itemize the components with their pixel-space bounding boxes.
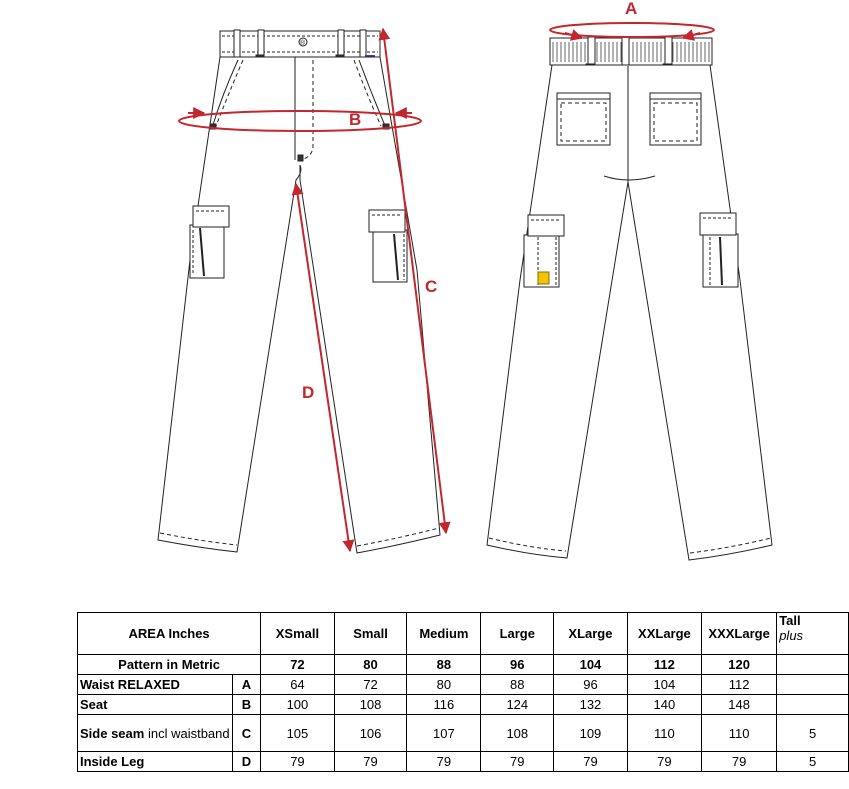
size-header: XLarge [554, 613, 628, 655]
measure-label-a: A [625, 0, 638, 18]
table-cell: 79 [554, 752, 628, 772]
back-left-patch-pocket [557, 93, 610, 145]
size-header: XSmall [261, 613, 335, 655]
metric-cell: 120 [702, 655, 777, 675]
metric-cell-empty [777, 655, 849, 675]
table-cell: 100 [261, 695, 335, 715]
size-chart-table [77, 612, 849, 772]
table-cell: 108 [481, 715, 554, 752]
table-cell: 105 [261, 715, 335, 752]
front-view [158, 30, 440, 553]
back-right-patch-pocket [650, 93, 701, 145]
back-elastic-waistband [550, 38, 712, 65]
table-cell: 110 [627, 715, 701, 752]
row-label: Inside Leg [78, 752, 233, 772]
tall-cell: 5 [777, 715, 849, 752]
table-cell: 148 [702, 695, 777, 715]
table-cell: 64 [261, 675, 335, 695]
metric-cell: 112 [627, 655, 701, 675]
row-label: Seat [78, 695, 233, 715]
table-cell: 79 [627, 752, 701, 772]
metric-cell: 80 [334, 655, 407, 675]
area-header: AREA Inches [78, 613, 261, 655]
measure-label-d: D [302, 383, 315, 402]
table-cell: 124 [481, 695, 554, 715]
row-label-note: incl waistband [147, 725, 230, 741]
table-cell: 79 [702, 752, 777, 772]
size-header: XXLarge [627, 613, 701, 655]
table-cell: 132 [554, 695, 628, 715]
metric-cell: 72 [261, 655, 335, 675]
size-header: XXXLarge [702, 613, 777, 655]
table-cell: 110 [702, 715, 777, 752]
table-cell: 80 [407, 675, 481, 695]
metric-row [78, 655, 849, 675]
metric-label: Pattern in Metric [78, 655, 261, 675]
tall-header-sub: plus [779, 628, 804, 643]
table-cell: 108 [334, 695, 407, 715]
front-right-cargo-pocket [373, 230, 407, 282]
table-cell: 104 [627, 675, 701, 695]
front-left-cargo-pocket [190, 225, 224, 278]
table-row [78, 695, 849, 715]
tall-cell [777, 675, 849, 695]
table-row [78, 675, 849, 695]
table-cell: 79 [334, 752, 407, 772]
tall-header-label: Tall [779, 613, 801, 628]
size-header: Small [334, 613, 407, 655]
table-header-row [78, 613, 849, 655]
row-letter: A [232, 675, 261, 695]
table-cell: 112 [702, 675, 777, 695]
tall-cell [777, 695, 849, 715]
row-letter: C [232, 715, 261, 752]
row-label [78, 715, 233, 752]
measure-label-b: B [349, 110, 362, 129]
row-letter: B [232, 695, 261, 715]
front-badge-text: ® [300, 40, 306, 47]
esd-tag [538, 272, 549, 284]
table-cell: 107 [407, 715, 481, 752]
row-label-main: Side seam [80, 725, 145, 741]
table-cell: 96 [554, 675, 628, 695]
metric-cell: 104 [554, 655, 628, 675]
table-cell: 79 [407, 752, 481, 772]
back-trouser-outline [487, 65, 772, 560]
table-cell: 106 [334, 715, 407, 752]
metric-cell: 88 [407, 655, 481, 675]
table-row [78, 752, 849, 772]
tall-cell: 5 [777, 752, 849, 772]
measure-label-c: C [425, 277, 438, 296]
size-header: Large [481, 613, 554, 655]
table-cell: 88 [481, 675, 554, 695]
table-cell: 109 [554, 715, 628, 752]
back-view [487, 37, 772, 560]
table-cell: 79 [481, 752, 554, 772]
metric-cell: 96 [481, 655, 554, 675]
row-label: Waist RELAXED [78, 675, 233, 695]
table-row [78, 715, 849, 752]
row-letter: D [232, 752, 261, 772]
tall-header [777, 613, 849, 655]
table-cell: 79 [261, 752, 335, 772]
size-header: Medium [407, 613, 481, 655]
table-cell: 116 [407, 695, 481, 715]
table-cell: 72 [334, 675, 407, 695]
table-cell: 140 [627, 695, 701, 715]
